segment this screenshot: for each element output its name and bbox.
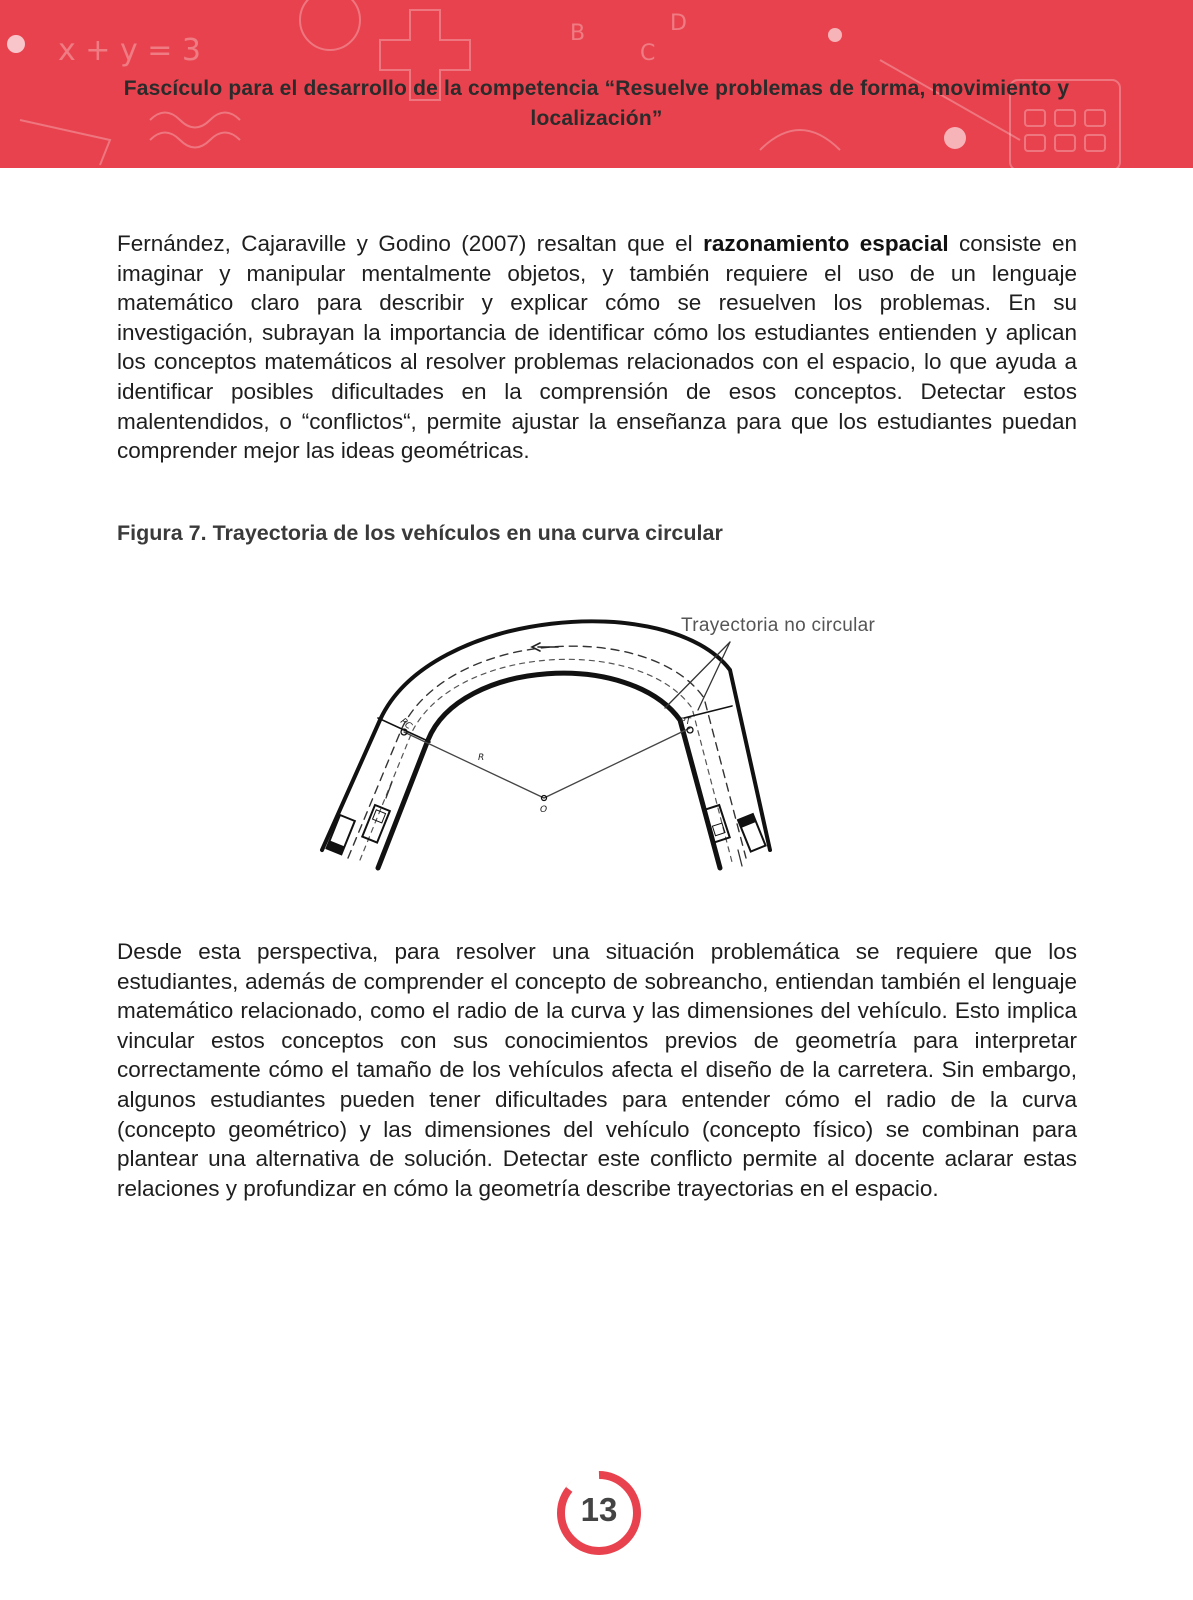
pt-label: PT xyxy=(680,717,691,727)
svg-text:B: B xyxy=(570,21,586,46)
trajectory-label: Trayectoria no circular xyxy=(681,615,876,636)
radius-label: R xyxy=(478,753,485,763)
intro-text-rest: consiste en imaginar y manipular mentalmente objetos, y también requiere el uso de un lenguaje matemático claro para describir y explicar cómo se resuelven los problemas. En su investigación, subrayan la importancia de identificar cómo los estudiantes entienden y aplican los conceptos matemáticos al resolver problemas relacionados con el espacio, lo que ayuda a identificar posibles dificultades en la comprensión de esos conceptos. Detectar estos malentendidos, o “conflictos“, permite ajustar la enseñanza para que los estudiantes puedan comprender mejor las ideas geométricas. xyxy=(117,231,1078,464)
road-curve-diagram xyxy=(300,600,920,900)
body-paragraph: Desde esta perspectiva, para resolver una situación problemática se requiere que los estudiantes, además de comprender el concepto de sobreancho, entiendan también el lenguaje matemático relacionado, como el radio de la curva y las dimensiones del vehículo. Esto implica vincular estos conceptos con sus conocimientos previos de geometría para interpretar correctamente cómo el tamaño de los vehículos afecta el diseño de la carretera. Sin embargo, algunos estudiantes pueden tener dificultades para entender cómo el radio de la curva (concepto geométrico) y las dimensiones del vehículo (concepto físico) se combinan para plantear una alternativa de solución. Detectar este conflicto permite al docente aclarar estas relaciones y profundizar en cómo la geometría describe trayectorias en el espacio. xyxy=(117,939,1077,1201)
lane-dashed-inner xyxy=(360,659,732,862)
svg-text:D: D xyxy=(670,11,687,36)
pt-cross-line xyxy=(684,706,732,718)
center-label: O xyxy=(540,805,548,815)
road-inner-edge xyxy=(378,673,720,868)
intro-paragraph xyxy=(117,229,1077,466)
svg-text:C: C xyxy=(640,41,656,66)
page-number: 13 xyxy=(580,1491,618,1528)
radius-line-right xyxy=(544,728,690,798)
key-term: razonamiento espacial xyxy=(703,231,949,256)
svg-text:x + y = 3: x + y = 3 xyxy=(58,33,202,68)
vehicle-left-2-icon xyxy=(362,805,390,843)
header-banner xyxy=(0,0,1193,168)
figure-caption: Figura 7. Trayectoria de los vehículos en una curva circular xyxy=(117,521,723,545)
intro-text-start: Fernández, Cajaraville y Godino (2007) resaltan que el xyxy=(117,231,704,256)
vehicle-right-1-icon xyxy=(704,805,730,842)
header-title: Fascículo para el desarrollo de la competencia “Resuelve problemas de forma, movimiento y localización” xyxy=(123,77,1070,130)
road-outer-edge xyxy=(322,621,770,850)
pc-label: PC xyxy=(398,716,414,732)
radius-line-left xyxy=(404,732,544,798)
pointer-line-1 xyxy=(665,642,730,708)
